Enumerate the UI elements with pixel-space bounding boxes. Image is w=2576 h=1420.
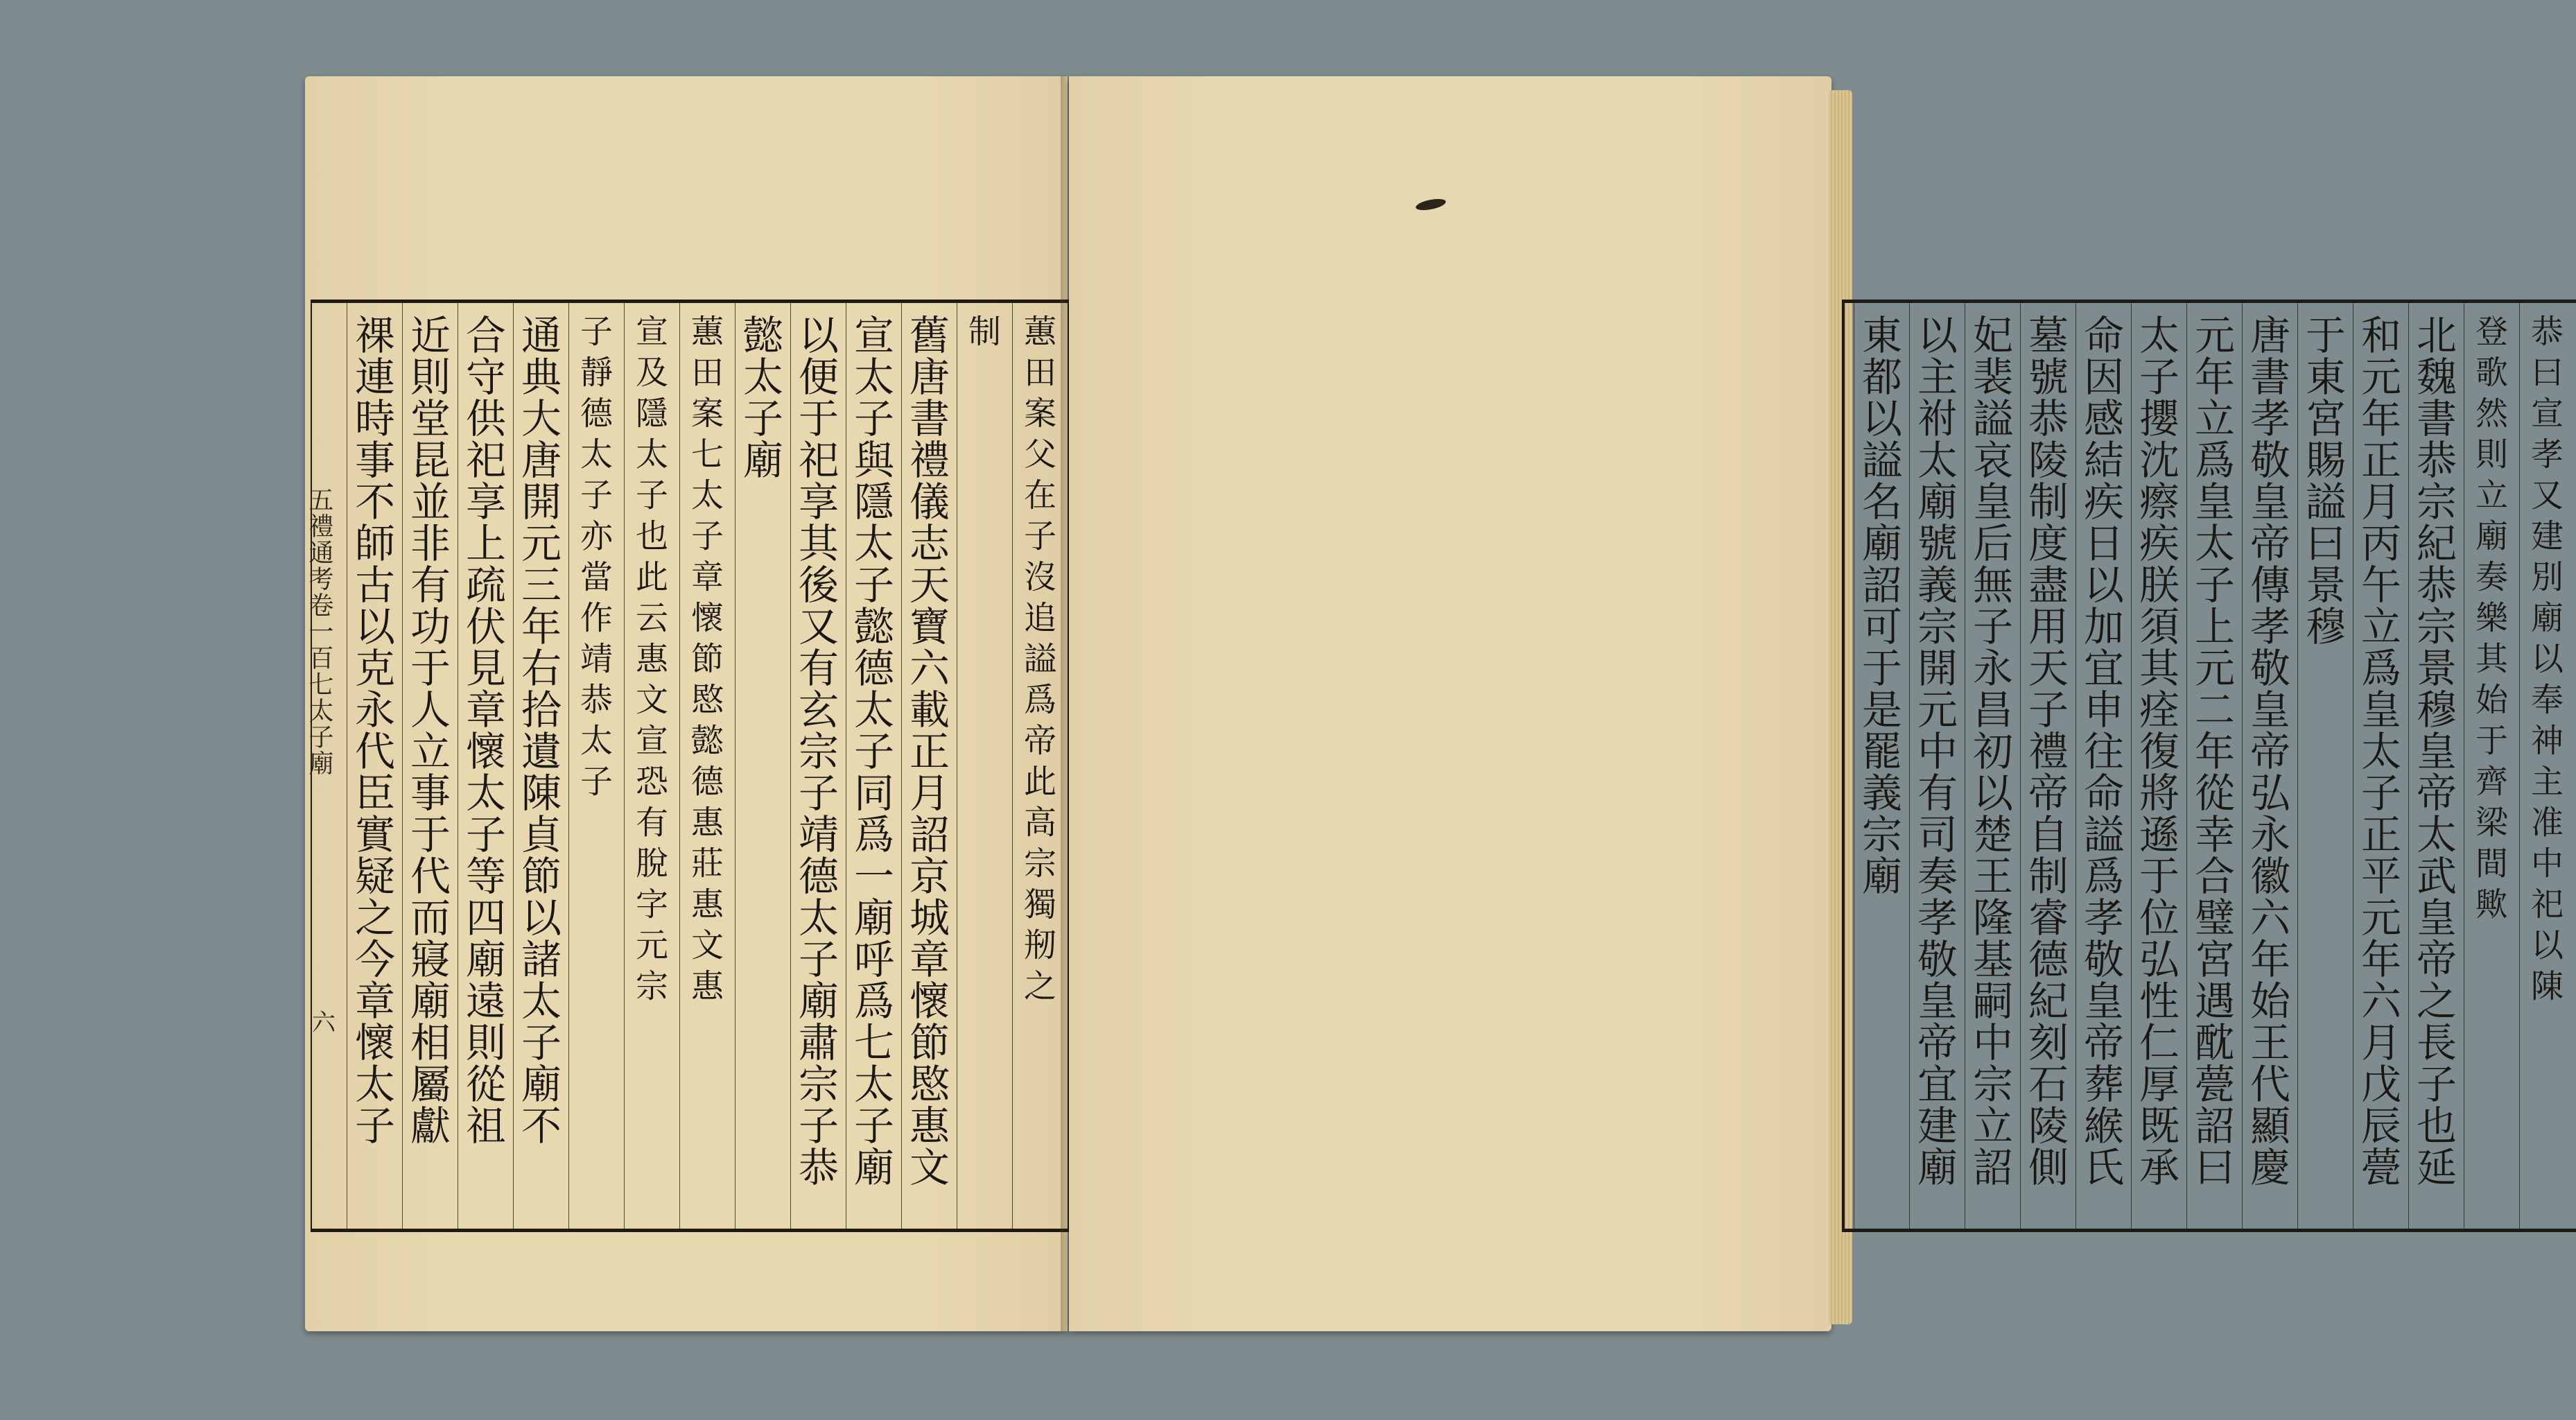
left-page: [305, 76, 1068, 1331]
text-column: 通典大唐開元三年右拾遺陳貞節以諸太子廟不: [513, 303, 563, 1229]
text-column: 東都以謚名廟詔可于是罷義宗廟: [1854, 303, 1904, 1229]
text-column: 恭曰宣孝又建別廟以奉神主准中祀以陳: [2519, 303, 2569, 1229]
text-column: 和元年正月丙午立爲皇太子正平元年六月戊辰甍: [2353, 303, 2403, 1229]
text-column: 舊唐書禮儀志天寶六載正月詔京城章懷節愍惠文: [901, 303, 951, 1229]
text-column: 登歌然則立廟奏樂其始于齊梁間歟: [2464, 303, 2514, 1229]
text-column: 合守供祀享上疏伏見章懷太子等四廟遠則從祖: [458, 303, 507, 1229]
text-column: 命因感結疾日以加宜申往命謚爲孝敬皇帝葬緱氏: [2075, 303, 2125, 1229]
right-columns: [1845, 303, 2576, 1229]
text-column: 宣太子與隱太子懿德太子同爲一廟呼爲七太子廟: [846, 303, 896, 1229]
open-book: [298, 76, 2564, 1345]
text-column: 以主祔太廟號義宗開元中有司奏孝敬皇帝宜建廟: [1909, 303, 1959, 1229]
text-column: 蕙田案父在子沒追謚爲帝此高宗獨剏之: [1012, 303, 1062, 1229]
left-columns: [311, 303, 1068, 1229]
text-column: 妃裴謚哀皇后無子永昌初以楚王隆基嗣中宗立詔: [1965, 303, 2014, 1229]
text-column: 子靜德太子亦當作靖恭太子: [568, 303, 618, 1229]
text-column: 以便于祀享其後又有玄宗子靖德太子廟肅宗子恭: [790, 303, 840, 1229]
folio-number: 六: [312, 1009, 336, 1037]
text-column: 北魏書恭宗紀恭宗景穆皇帝太武皇帝之長子也延: [2408, 303, 2458, 1229]
text-column: 太子攖沈瘵疾朕須其痊復將遜于位弘性仁厚既承: [2131, 303, 2181, 1229]
right-text-frame: [1842, 300, 2576, 1232]
text-column: 墓號恭陵制度盡用天子禮帝自制睿德紀刻石陵側: [2020, 303, 2070, 1229]
text-column: 制: [957, 303, 1007, 1229]
left-text-frame: [305, 300, 1070, 1232]
text-column: 祼連時事不師古以克永代臣實疑之今章懷太子: [347, 303, 397, 1229]
right-page: [1069, 76, 2564, 1331]
text-column: 近則堂昆並非有功于人立事于代而寢廟相屬獻: [402, 303, 452, 1229]
text-column: 于東宮賜謚曰景穆: [2297, 303, 2347, 1229]
text-column: 宣及隱太子也此云惠文宣恐有脫字元宗: [624, 303, 674, 1229]
text-column: 蕙田案七太子章懷節愍懿德惠莊惠文惠: [679, 303, 729, 1229]
text-column: 懿太子廟: [735, 303, 785, 1229]
margin-title: 五禮通考卷一百七太子廟: [311, 303, 337, 1229]
text-column: 元年立爲皇太子上元二年從幸合璧宮遇酖甍詔曰: [2186, 303, 2236, 1229]
text-column: 唐書孝敬皇帝傳孝敬皇帝弘永徽六年始王代顯慶: [2242, 303, 2292, 1229]
